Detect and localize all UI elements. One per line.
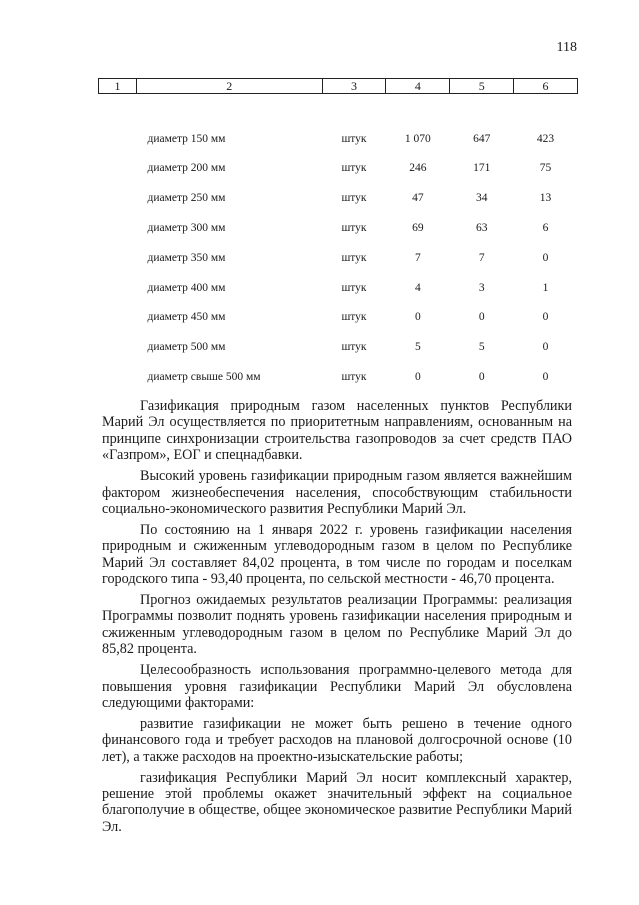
row-unit: штук [341, 251, 367, 264]
body-text [102, 398, 572, 840]
row-value-6: 75 [539, 162, 552, 175]
row-value-5: 34 [475, 192, 488, 205]
row-unit: штук [341, 281, 367, 294]
row-value-6: 0 [542, 251, 549, 264]
row-name: диаметр 150 мм [147, 132, 226, 145]
row-name: диаметр 200 мм [147, 162, 226, 175]
paragraph: Высокий уровень газификации природным газом является важнейшим фактором жизнеобеспечения населения, способствующим стабильности социально-экономического развития Республики Марий Эл. [102, 468, 572, 517]
row-value-5: 7 [478, 251, 485, 264]
row-unit: штук [341, 371, 367, 384]
row-value-6: 0 [542, 311, 549, 324]
row-unit: штук [341, 162, 367, 175]
paragraph: Целесообразность использования программно-целевого метода для повышения уровня газификации Республики Марий Эл обусловлена следующими факторами: [102, 662, 572, 711]
row-value-6: 6 [542, 222, 549, 235]
row-value-6: 0 [542, 371, 549, 384]
row-value-5: 5 [478, 341, 485, 354]
table-row [99, 303, 578, 333]
row-unit: штук [341, 311, 367, 324]
row-value-4: 69 [412, 222, 424, 235]
row-value-5: 171 [473, 162, 491, 175]
column-header-1: 1 [99, 79, 137, 94]
row-unit: штук [341, 132, 367, 145]
row-name: диаметр 450 мм [147, 311, 226, 324]
table-row [99, 273, 578, 303]
row-value-4: 5 [414, 341, 421, 354]
row-unit: штук [341, 192, 367, 205]
row-unit: штук [341, 341, 367, 354]
row-value-6: 13 [539, 192, 552, 205]
column-header-3: 3 [322, 79, 386, 94]
column-header-4: 4 [386, 79, 450, 94]
row-value-4: 47 [412, 192, 424, 205]
row-value-4: 246 [409, 162, 427, 175]
row-value-6: 0 [542, 341, 549, 354]
row-name: диаметр 500 мм [147, 341, 226, 354]
row-name: диаметр свыше 500 мм [147, 371, 261, 384]
row-value-6: 1 [542, 281, 549, 294]
paragraph: газификация Республики Марий Эл носит комплексный характер, решение этой проблемы окажет значительный эффект на социальное благополучие в обществе, общее экономическое развитие Республики Марий Эл. [102, 769, 572, 835]
row-name: диаметр 300 мм [147, 222, 226, 235]
table-row [99, 243, 578, 273]
page-number: 118 [556, 40, 577, 55]
row-value-5: 0 [478, 311, 485, 324]
table-row [99, 124, 578, 154]
row-value-4: 0 [414, 311, 421, 324]
row-value-4: 7 [414, 251, 421, 264]
row-value-4: 1 070 [404, 132, 431, 145]
row-value-5: 63 [475, 222, 488, 235]
row-value-5: 3 [478, 281, 485, 294]
row-value-5: 0 [478, 371, 485, 384]
row-value-5: 647 [473, 132, 491, 145]
table-row [99, 213, 578, 243]
row-name: диаметр 350 мм [147, 251, 226, 264]
row-value-6: 423 [536, 132, 555, 145]
paragraph: По состоянию на 1 января 2022 г. уровень газификации населения природным и сжиженным углеводородным газом в целом по Республике Марий Эл составляет 84,02 процента, в том числе по городам и поселкам городского типа - 93,40 процента, по сельской местности - 46,70 процента. [102, 521, 572, 588]
table-row [99, 332, 578, 362]
row-name: диаметр 250 мм [147, 192, 226, 205]
paragraph: Прогноз ожидаемых результатов реализации Программы: реализация Программы позволит поднять уровень газификации населения природным и сжиженным углеводородным газом в целом по Республике Марий Эл до 85,82 процента. [102, 591, 572, 658]
table-header-row [99, 79, 578, 94]
paragraph: развитие газификации не может быть решено в течение одного финансового года и требует расходов на плановой долгосрочной основе (10 лет), а также расходов на проектно-изыскательские работы; [102, 715, 572, 765]
table-row [99, 183, 578, 213]
table-row [99, 154, 578, 184]
row-unit: штук [341, 222, 367, 235]
table-row [99, 362, 578, 392]
pipeline-diameter-table [98, 78, 578, 392]
row-name: диаметр 400 мм [147, 281, 226, 294]
paragraph: Газификация природным газом населенных пунктов Республики Марий Эл осуществляется по приоритетным направлениям, основанным на принципе синхронизации строительства газопроводов за счет средств ПАО «Газпром», ЕОГ и спецнадбавки. [102, 398, 572, 464]
row-value-4: 4 [414, 281, 421, 294]
column-header-2: 2 [136, 79, 322, 94]
column-header-5: 5 [450, 79, 514, 94]
row-value-4: 0 [414, 371, 421, 384]
column-header-6: 6 [514, 79, 578, 94]
